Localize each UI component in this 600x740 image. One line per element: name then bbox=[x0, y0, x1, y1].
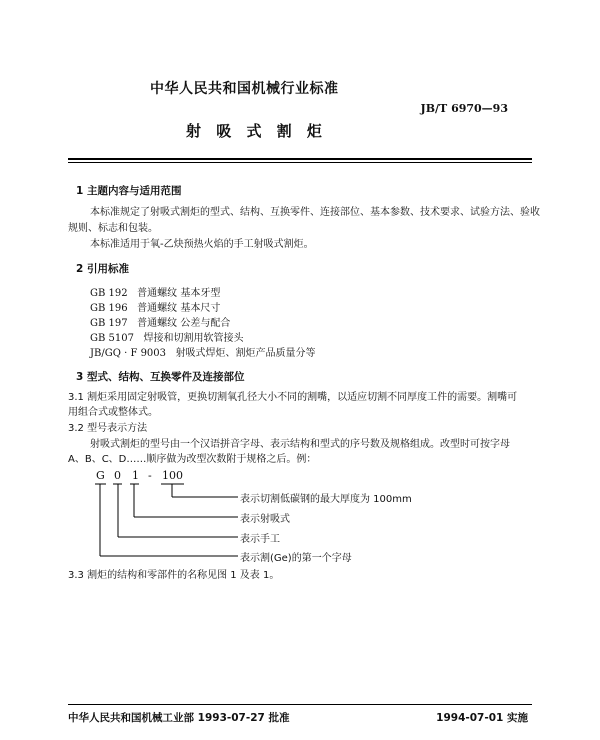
clause-3-1-line-b: 用组合式或整体式。 bbox=[68, 407, 158, 418]
reference-title: 普通螺纹 基本牙型 bbox=[137, 288, 221, 299]
footer-rule bbox=[68, 704, 532, 705]
model-char-hundred: 100 bbox=[162, 469, 183, 482]
section-3-heading: 3 型式、结构、互换零件及连接部位 bbox=[76, 371, 245, 383]
model-char-g: G bbox=[96, 469, 105, 482]
clause-3-1-line-a: 3.1 割炬采用固定射吸管，更换切割氧孔径大小不同的割嘴，以适应切割不同厚度工件的需要。割嘴可 bbox=[68, 392, 518, 403]
model-char-dash: - bbox=[148, 469, 152, 482]
model-label-manual: 表示手工 bbox=[240, 534, 280, 545]
section-2-heading: 2 引用标准 bbox=[76, 263, 129, 275]
standard-code: JB/T 6970—93 bbox=[420, 102, 508, 115]
document-title: 射 吸 式 割 炬 bbox=[186, 122, 327, 140]
section-1-paragraph-2: 本标准适用于氧-乙炔预热火焰的手工射吸式割炬。 bbox=[90, 239, 314, 250]
reference-code: GB 196 bbox=[90, 303, 128, 314]
section-1-paragraph-1a: 本标准规定了射吸式割炬的型式、结构、互换零件、连接部位、基本参数、技术要求、试验方法、验收 bbox=[90, 207, 540, 218]
issuing-org-title: 中华人民共和国机械行业标准 bbox=[150, 81, 339, 97]
section-1-heading: 1 主题内容与适用范围 bbox=[76, 185, 182, 197]
reference-title: 普通螺纹 公差与配合 bbox=[137, 318, 231, 329]
implementation-date: 1994-07-01 实施 bbox=[436, 712, 528, 724]
reference-title: 普通螺纹 基本尺寸 bbox=[137, 303, 221, 314]
clause-3-2-line-b: A、B、C、D……顺序做为改型次数附于规格之后。例： bbox=[68, 454, 317, 465]
reference-title: 射吸式焊炬、割炬产品质量分等 bbox=[175, 348, 316, 359]
reference-title: 焊接和切割用软管接头 bbox=[143, 333, 244, 344]
reference-code: GB 197 bbox=[90, 318, 128, 329]
model-label-thickness: 表示切割低碳钢的最大厚度为 100mm bbox=[240, 494, 412, 505]
clause-3-2-heading: 3.2 型号表示方法 bbox=[68, 423, 148, 434]
reference-code: GB 5107 bbox=[90, 333, 134, 344]
reference-code: JB/GQ · F 9003 bbox=[90, 348, 167, 359]
model-label-letter: 表示割(Ge)的第一个字母 bbox=[240, 553, 352, 564]
model-char-zero: 0 bbox=[114, 469, 121, 482]
clause-3-2-line-a: 射吸式割炬的型号由一个汉语拼音字母、表示结构和型式的序号数及规格组成。改型时可按字母 bbox=[90, 439, 510, 450]
reference-code: GB 192 bbox=[90, 288, 128, 299]
model-char-one: 1 bbox=[132, 469, 139, 482]
model-label-injector: 表示射吸式 bbox=[240, 514, 290, 525]
approval-date: 中华人民共和国机械工业部 1993-07-27 批准 bbox=[68, 712, 290, 724]
section-1-paragraph-1b: 规则、标志和包装。 bbox=[68, 223, 158, 234]
clause-3-3: 3.3 割炬的结构和零部件的名称见图 1 及表 1。 bbox=[68, 570, 280, 581]
